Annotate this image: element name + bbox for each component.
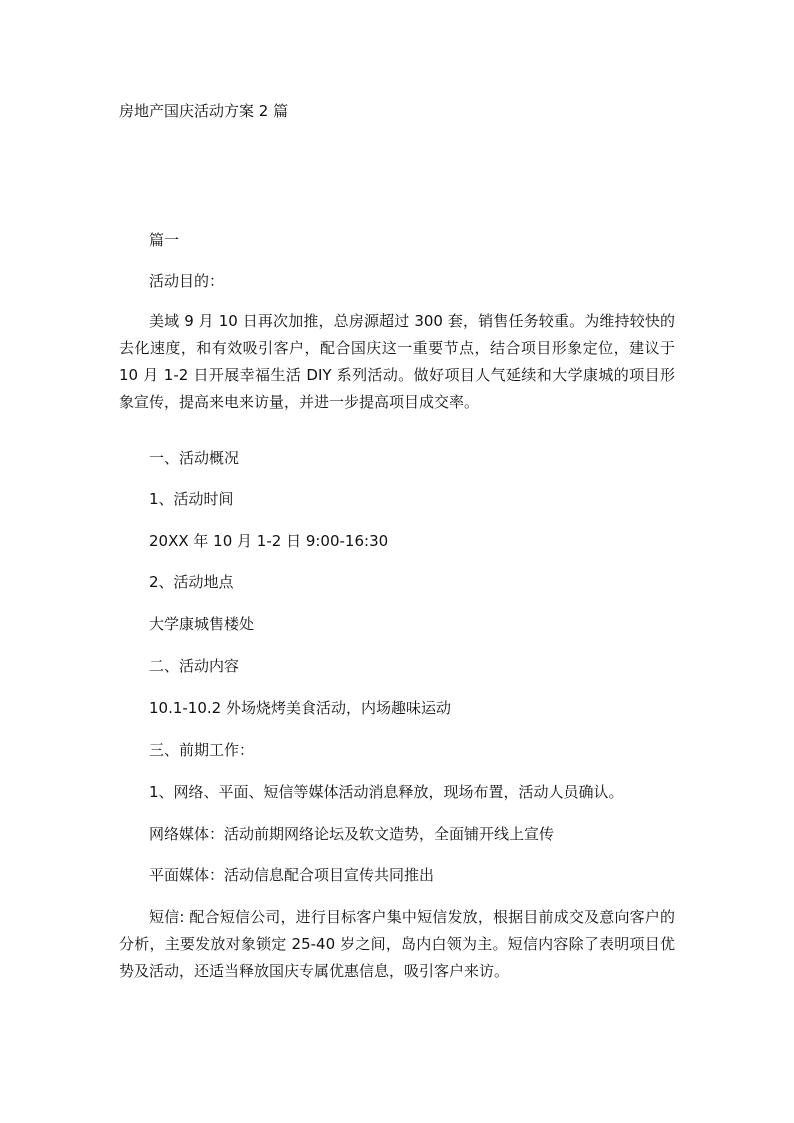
heading-activity-location: 2、活动地点 (149, 573, 234, 591)
section-heading-part-one: 篇一 (149, 231, 180, 249)
document-title: 房地产国庆活动方案 2 篇 (119, 102, 289, 120)
paragraph-print-media: 平面媒体：活动信息配合项目宣传共同推出 (149, 866, 435, 884)
paragraph-sms: 短信: 配合短信公司，进行目标客户集中短信发放，根据目前成交及意向客户的分析，主要发放对象锁定 25-40 岁之间，岛内白领为主。短信内容除了表明项目优势及活动，还适当释放国庆专属优惠信息，吸引客户来访。 (119, 908, 675, 980)
heading-activity-time: 1、活动时间 (149, 490, 234, 508)
paragraph-media-release: 1、网络、平面、短信等媒体活动消息释放，现场布置，活动人员确认。 (149, 783, 624, 801)
heading-activity-content: 二、活动内容 (149, 657, 240, 675)
paragraph-activity-time: 20XX 年 10 月 1-2 日 9:00-16:30 (149, 532, 389, 550)
paragraph-purpose-heading: 活动目的： (149, 272, 225, 290)
heading-overview: 一、活动概况 (149, 449, 240, 467)
paragraph-purpose-body: 美域 9 月 10 日再次加推，总房源超过 300 套，销售任务较重。为维持较快的去化速度，和有效吸引客户，配合国庆这一重要节点，结合项目形象定位，建议于 10 月 1-2 日开展幸福生活 DIY 系列活动。做好项目人气延续和大学康城的项目形象宣传，提高来电来访量，并进一步提高项目成交率。 (119, 312, 675, 411)
paragraph-activity-location: 大学康城售楼处 (149, 615, 255, 633)
heading-preparation: 三、前期工作： (149, 741, 255, 759)
paragraph-activity-content: 10.1-10.2 外场烧烤美食活动，内场趣味运动 (149, 699, 451, 717)
paragraph-online-media: 网络媒体：活动前期网络论坛及软文造势，全面铺开线上宣传 (149, 825, 555, 843)
